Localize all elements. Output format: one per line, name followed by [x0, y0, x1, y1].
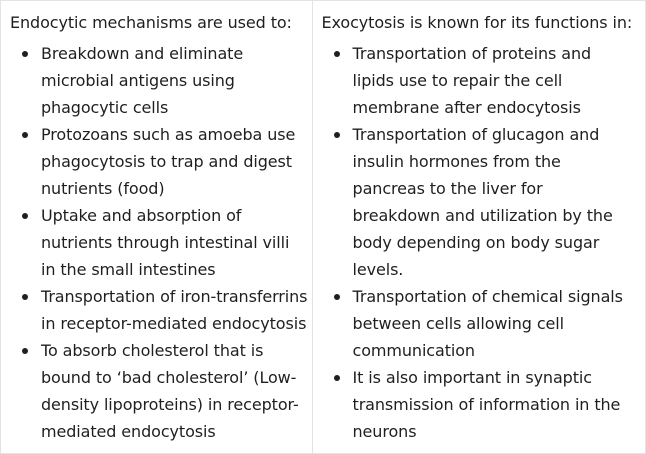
- list-item: [322, 364, 635, 445]
- bullet-icon: [22, 51, 28, 57]
- list-item: [10, 202, 308, 283]
- list-item: [10, 40, 308, 121]
- endocytosis-list: [10, 40, 308, 445]
- list-item-text: Transportation of proteins and lipids use to repair the cell membrane after endocytosis: [352, 44, 592, 117]
- bullet-icon: [334, 132, 340, 138]
- list-item-text: Protozoans such as amoeba use phagocytosis to trap and digest nutrients (food): [41, 125, 296, 198]
- list-item-text: Uptake and absorption of nutrients through intestinal villi in the small intestines: [41, 206, 290, 279]
- bullet-icon: [334, 51, 340, 57]
- bullet-icon: [22, 132, 28, 138]
- bullet-icon: [22, 348, 28, 354]
- list-item-text: Transportation of chemical signals between cells allowing cell communication: [352, 287, 623, 360]
- bullet-icon: [22, 294, 28, 300]
- list-item: [10, 283, 308, 337]
- endocytosis-heading: Endocytic mechanisms are used to:: [10, 13, 292, 32]
- endocytosis-column: [1, 1, 313, 453]
- list-item: [10, 121, 308, 202]
- list-item-text: To absorb cholesterol that is bound to ‘bad cholesterol’ (Low-density lipoproteins) in receptor-mediated endocytosis: [41, 341, 299, 441]
- list-item-text: It is also important in synaptic transmission of information in the neurons: [352, 368, 621, 441]
- bullet-icon: [22, 213, 28, 219]
- list-item-text: Transportation of glucagon and insulin hormones from the pancreas to the liver for breakdown and utilization by the body depending on body sugar levels.: [352, 125, 613, 279]
- list-item: [322, 40, 635, 121]
- list-item-text: Transportation of iron-transferrins in receptor-mediated endocytosis: [41, 287, 308, 333]
- exocytosis-column: [313, 1, 645, 453]
- bullet-icon: [334, 375, 340, 381]
- list-item: [322, 283, 635, 364]
- list-item: [10, 337, 308, 445]
- exocytosis-heading: Exocytosis is known for its functions in:: [321, 13, 633, 32]
- exocytosis-list: [322, 40, 635, 445]
- list-item: [322, 121, 635, 283]
- list-item-text: Breakdown and eliminate microbial antigens using phagocytic cells: [41, 44, 244, 117]
- bullet-icon: [334, 294, 340, 300]
